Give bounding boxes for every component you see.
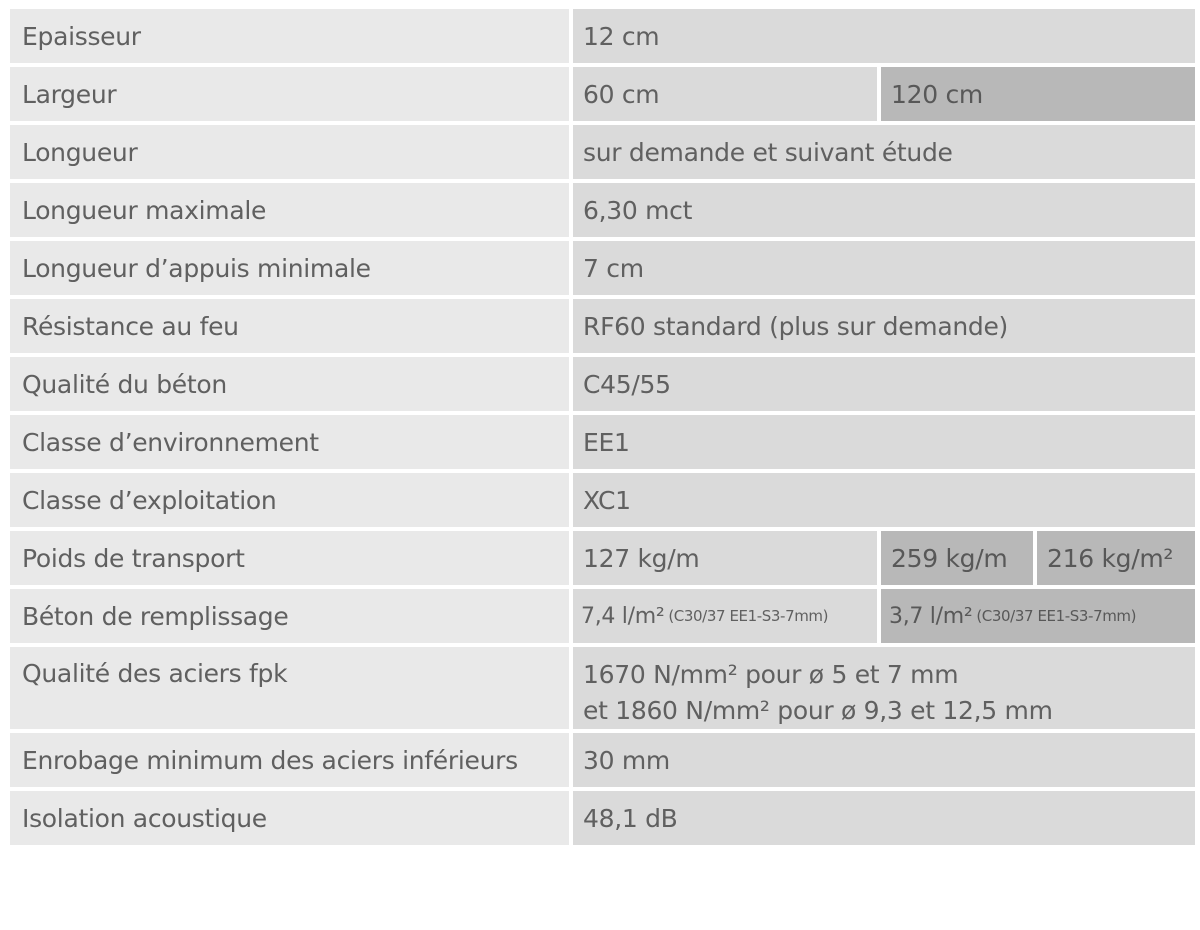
value-120cm: 259 kg/m bbox=[881, 531, 1033, 585]
row-label: Classe d’exploitation bbox=[10, 473, 569, 527]
table-row bbox=[10, 299, 1195, 353]
row-value: RF60 standard (plus sur demande) bbox=[573, 299, 1195, 353]
row-value: 30 mm bbox=[573, 733, 1195, 787]
table-row bbox=[10, 473, 1195, 527]
fill-volume: 7,4 l/m² bbox=[581, 603, 665, 629]
steel-quality-line-1: 1670 N/mm² pour ø 5 et 7 mm bbox=[583, 660, 959, 689]
row-label: Classe d’environnement bbox=[10, 415, 569, 469]
row-values bbox=[573, 183, 1195, 237]
row-label: Largeur bbox=[10, 67, 569, 121]
row-values bbox=[573, 357, 1195, 411]
row-label: Enrobage minimum des aciers inférieurs bbox=[10, 733, 569, 787]
row-values bbox=[573, 241, 1195, 295]
row-value: 12 cm bbox=[573, 9, 1195, 63]
value-60cm bbox=[573, 589, 877, 643]
row-label: Longueur d’appuis minimale bbox=[10, 241, 569, 295]
value-120cm: 120 cm bbox=[881, 67, 1195, 121]
table-row bbox=[10, 415, 1195, 469]
fill-concrete-note: (C30/37 EE1-S3-7mm) bbox=[668, 607, 829, 625]
table-row bbox=[10, 791, 1195, 845]
row-value: EE1 bbox=[573, 415, 1195, 469]
row-label: Poids de transport bbox=[10, 531, 569, 585]
table-row bbox=[10, 125, 1195, 179]
row-value: sur demande et suivant étude bbox=[573, 125, 1195, 179]
table-row bbox=[10, 357, 1195, 411]
row-values bbox=[573, 67, 1195, 121]
row-values bbox=[573, 415, 1195, 469]
fill-volume: 3,7 l/m² bbox=[889, 603, 973, 629]
fill-concrete-note: (C30/37 EE1-S3-7mm) bbox=[976, 607, 1137, 625]
row-value: 6,30 mct bbox=[573, 183, 1195, 237]
row-values bbox=[573, 531, 1195, 585]
row-values bbox=[573, 589, 1195, 643]
steel-quality-line-2: et 1860 N/mm² pour ø 9,3 et 12,5 mm bbox=[583, 696, 1053, 725]
row-values bbox=[573, 473, 1195, 527]
table-row bbox=[10, 183, 1195, 237]
row-values bbox=[573, 299, 1195, 353]
value-60cm: 60 cm bbox=[573, 67, 877, 121]
table-row bbox=[10, 9, 1195, 63]
row-label: Qualité du béton bbox=[10, 357, 569, 411]
table-row bbox=[10, 647, 1195, 729]
row-label: Epaisseur bbox=[10, 9, 569, 63]
row-values bbox=[573, 647, 1195, 729]
row-value: 7 cm bbox=[573, 241, 1195, 295]
row-values bbox=[573, 733, 1195, 787]
row-value: C45/55 bbox=[573, 357, 1195, 411]
table-row bbox=[10, 589, 1195, 643]
table-row bbox=[10, 241, 1195, 295]
value-120cm bbox=[881, 589, 1195, 643]
row-value: XC1 bbox=[573, 473, 1195, 527]
value-60cm: 127 kg/m bbox=[573, 531, 877, 585]
spec-table bbox=[10, 9, 1195, 845]
value-per-m2: 216 kg/m² bbox=[1037, 531, 1195, 585]
row-value bbox=[573, 647, 1195, 729]
row-values bbox=[573, 125, 1195, 179]
row-label: Longueur maximale bbox=[10, 183, 569, 237]
row-values bbox=[573, 791, 1195, 845]
row-label: Isolation acoustique bbox=[10, 791, 569, 845]
table-row bbox=[10, 531, 1195, 585]
table-row bbox=[10, 67, 1195, 121]
row-label: Béton de remplissage bbox=[10, 589, 569, 643]
row-value: 48,1 dB bbox=[573, 791, 1195, 845]
row-label: Longueur bbox=[10, 125, 569, 179]
row-label: Qualité des aciers fpk bbox=[10, 647, 569, 729]
table-row bbox=[10, 733, 1195, 787]
row-values bbox=[573, 9, 1195, 63]
row-label: Résistance au feu bbox=[10, 299, 569, 353]
